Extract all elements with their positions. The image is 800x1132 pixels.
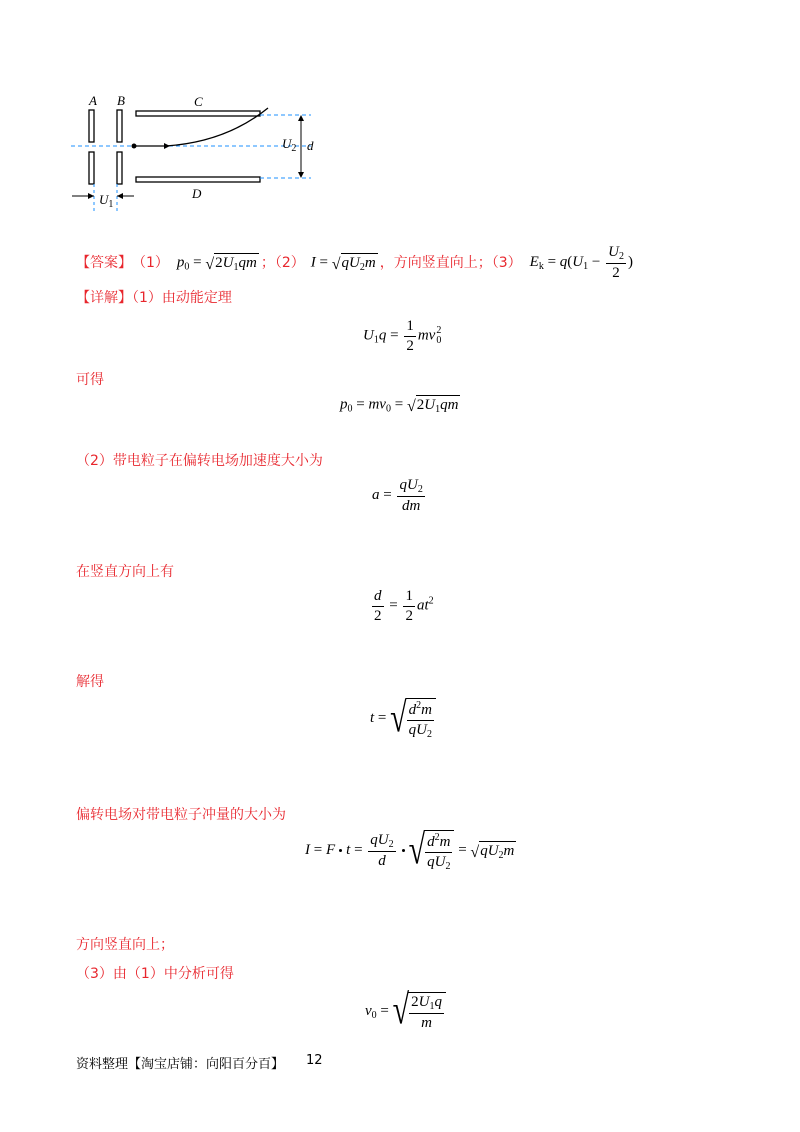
label-a: A — [89, 93, 97, 108]
equation-kinetic-energy: $U_1q$ = $\frac{1}{2}$ mv 2 0 — [363, 318, 442, 354]
plate-b-upper — [117, 110, 122, 142]
label-u2: $U_2$ — [282, 136, 297, 154]
text-direction: 方向竖直向上； — [76, 937, 174, 953]
answer-formula-p0: $p_0$ = √ $2U_1qm$ — [176, 254, 257, 273]
label-c: C — [194, 94, 203, 109]
text-part3: （3）由（1）中分析可得 — [76, 966, 234, 982]
label-d: D — [192, 186, 202, 201]
answer-part1-label: （1） — [132, 254, 169, 271]
detail-heading — [76, 291, 232, 305]
answer-line — [76, 244, 633, 282]
answer-tag: 【答案】 — [76, 254, 132, 271]
detail-tag: 【详解】 — [76, 290, 132, 306]
text-vertical: 在竖直方向上有 — [76, 564, 174, 580]
trajectory-arrow — [164, 143, 170, 149]
text-kede: 可得 — [76, 372, 104, 388]
label-b: B — [117, 93, 125, 108]
equation-acceleration: a = $\frac{qU_2}{dm}$ — [372, 477, 423, 514]
plate-a-lower — [89, 152, 94, 184]
plate-c — [136, 111, 260, 116]
u1-arrow-left-head — [88, 193, 94, 199]
plate-b-lower — [117, 152, 122, 184]
equation-momentum: $p_0 = mv_0$ = √ $2U_1qm$ — [340, 396, 459, 415]
text-part2: （2）带电粒子在偏转电场加速度大小为 — [76, 453, 323, 469]
equation-velocity: $v_0$ = √ $\frac{2U_1q}{m}$ — [365, 992, 446, 1032]
detail-intro: （1）由动能定理 — [132, 290, 232, 306]
equation-vertical-displacement: $\frac{d}{2}$ = $\frac{1}{2}$ $at^2$ — [374, 588, 434, 624]
answer-part2-label: ；（2） — [260, 254, 305, 271]
answer-formula-ek: $E_k = q(U_1$ − $\frac{U_2}{2}$ ) — [529, 244, 633, 281]
equation-time: t = √ $\frac{d^2m}{qU_2}$ — [370, 698, 436, 740]
u1-arrow-right-head — [117, 193, 123, 199]
d-arrow-top — [298, 115, 304, 121]
label-d-distance: d — [307, 138, 314, 153]
d-arrow-bottom — [298, 172, 304, 178]
text-jiede: 解得 — [76, 674, 104, 690]
trajectory — [134, 108, 268, 146]
plate-a-upper — [89, 110, 94, 142]
label-u1: $U_1$ — [99, 192, 114, 210]
plate-d — [136, 177, 260, 182]
answer-part3-label: ，方向竖直向上；（3） — [379, 254, 522, 271]
footer-page-number: 12 — [306, 1053, 323, 1068]
equation-impulse: I = F t = $\frac{qU_2}{d}$ √ $\frac{d^2m}{qU_2}$ = √ $qU_2m$ — [305, 826, 515, 873]
answer-formula-impulse: I = √ $qU_2m$ — [310, 254, 376, 273]
deflection-figure — [66, 90, 326, 215]
footer-source: 资料整理【淘宝店铺：向阳百分百】 — [76, 1057, 285, 1072]
text-impulse: 偏转电场对带电粒子冲量的大小为 — [76, 807, 286, 823]
